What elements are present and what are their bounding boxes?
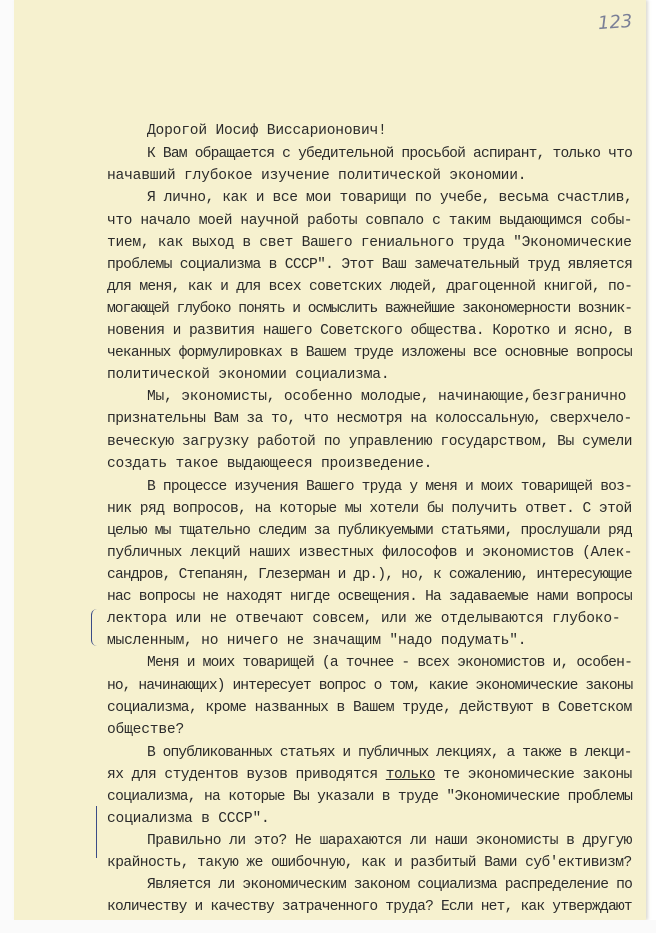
text-line: мысленным, но ничего не значащим "надо подумать". bbox=[107, 633, 527, 649]
text-line: могающей глубоко понять и осмыслить важнейшие закономерности возник- bbox=[107, 301, 632, 317]
text-line: начавший глубокое изучение политической экономии. bbox=[107, 168, 527, 184]
text-line: для меня, как и для всех советских людей, драгоценной книгой, по- bbox=[107, 279, 633, 295]
text-line: веческую загрузку работой по управлению государством, Вы сумели bbox=[107, 434, 633, 450]
text-line: социализма, на которые Вы указали в труде "Экономические проблемы bbox=[107, 789, 633, 805]
text-line: политической экономии социализма. bbox=[107, 367, 390, 383]
text-span: те экономические законы bbox=[443, 767, 632, 783]
text-line: тием, как выход в свет Вашего гениального труда "Экономические bbox=[107, 235, 632, 251]
text-line: проблемы социализма в СССР". Этот Ваш замечательный труд является bbox=[107, 257, 633, 273]
text-line: социализма, кроме названных в Вашем труде, действуют в Советском bbox=[107, 700, 632, 716]
text-line: Мы, экономисты, особенно молодые, начинающие,безгранично bbox=[147, 389, 627, 405]
text-line: крайность, такую же ошибочную, как и разбитый Вами суб'ективизм? bbox=[107, 855, 632, 871]
text-line: чеканных формулировках в Вашем труде изложены все основные вопросы bbox=[107, 345, 632, 361]
text-line: что начало моей научной работы совпало с таким выдающимся собы- bbox=[107, 213, 633, 229]
text-line: К Вам обращается с убедительной просьбой аспирант, только что bbox=[147, 146, 633, 162]
text-line: лектора или не отвечают совсем, или же отделываются глубоко- bbox=[107, 611, 621, 627]
text-line: новения и развития нашего Советского общества. Коротко и ясно, в bbox=[107, 323, 632, 339]
text-line: но, начинающих) интересует вопрос о том, какие экономические законы bbox=[107, 678, 633, 694]
text-line: Меня и моих товарищей (а точнее - всех экономистов и, особен- bbox=[147, 655, 633, 671]
text-line-with-underline bbox=[107, 764, 632, 787]
text-line: сандров, Степанян, Глезерман и др.), но, к сожалению, интересующие bbox=[107, 567, 632, 583]
text-line: обществе? bbox=[107, 722, 185, 738]
text-line: Является ли экономическим законом социализма распределение по bbox=[147, 877, 633, 893]
text-line: ник ряд вопросов, на которые мы хотели бы получить ответ. С этой bbox=[107, 501, 632, 517]
text-line: нас вопросы не находят нигде освещения. На задаваемые нами вопросы bbox=[107, 589, 632, 605]
text-line: Я лично, как и все мои товарищи по учебе, весьма счастлив, bbox=[147, 190, 633, 206]
text-line: В опубликованных статьях и публичных лекциях, а также в лекци- bbox=[147, 745, 632, 761]
text-line: публичных лекций наших известных философов и экономистов (Алек- bbox=[107, 545, 633, 561]
text-line: социализма в СССР". bbox=[107, 811, 270, 827]
text-line: целью мы тщательно следим за публикуемыми статьями, прослушали ряд bbox=[107, 523, 632, 539]
underlined-word: только bbox=[385, 767, 435, 783]
salutation: Дорогой Иосиф Виссарионович! bbox=[147, 123, 387, 139]
text-span: ях для студентов вузов приводятся bbox=[107, 767, 378, 783]
text-line: создать такое выдающееся произведение. bbox=[107, 456, 433, 472]
text-line: признательны Вам за то, что несмотря на колоссальную, сверхчело- bbox=[107, 411, 632, 427]
text-line: Правильно ли это? Не шарахаются ли наши экономисты в другую bbox=[147, 833, 632, 849]
text-line: В процессе изучения Вашего труда у меня и моих товарищей воз- bbox=[147, 479, 633, 495]
text-line: количеству и качеству затраченного труда? Если нет, как утверждают bbox=[107, 899, 632, 915]
page-number: 123 bbox=[597, 10, 634, 35]
